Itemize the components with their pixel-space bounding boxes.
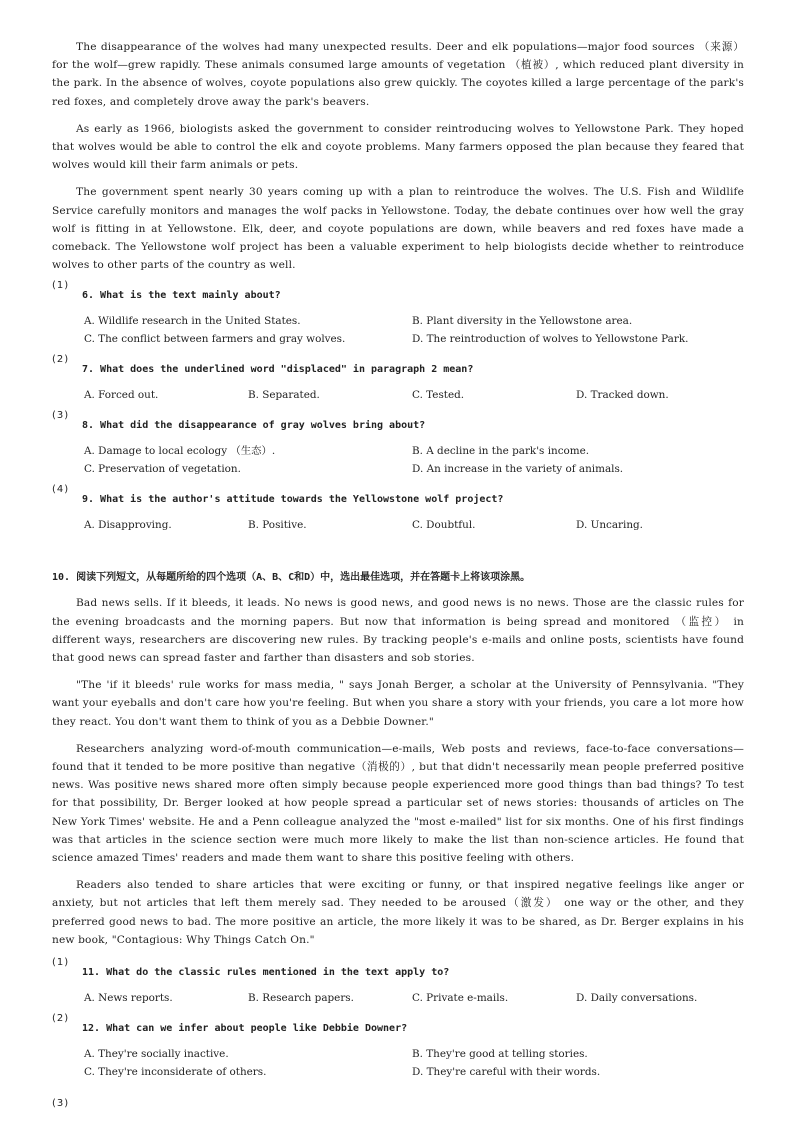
passage-1-paragraph-1: The disappearance of the wolves had many unexpected results. Deer and elk populations—major food sources （来源） for the wolf—grew rapidly. These animals consumed large amounts of vegetation （植被）, which reduced plant diversity in the park. In the absence of wolves, coyote populations also grew quickly. The coyotes killed a large percentage of the park's red foxes, and completely drove away the park's beavers. [52, 41, 744, 108]
options [52, 1045, 744, 1081]
option-c[interactable]: C. Preservation of vegetation. [84, 463, 241, 476]
question-stem: 8. What did the disappearance of gray wolves bring about? [82, 420, 426, 432]
options [52, 516, 744, 534]
option-b[interactable]: B. They're good at telling stories. [412, 1048, 588, 1061]
option-d[interactable]: D. Daily conversations. [576, 992, 698, 1005]
question-number: (4) [52, 484, 70, 496]
question-stem: 7. What does the underlined word "displaced" in paragraph 2 mean? [82, 364, 474, 376]
options [52, 442, 744, 478]
options [52, 312, 744, 348]
option-d[interactable]: D. Tracked down. [576, 389, 669, 402]
question-number: (2) [52, 354, 70, 366]
passage-2-paragraph-2: "The 'if it bleeds' rule works for mass media, " says Jonah Berger, a scholar at the University of Pennsylvania. "They want your eyeballs and don't care how you're feeling. But when you share a story with your friends, you care a lot more how they react. You don't want them to think of you as a Debbie Downer." [52, 679, 744, 728]
option-b[interactable]: B. Plant diversity in the Yellowstone area. [412, 315, 633, 328]
question-12 [52, 1013, 744, 1081]
question-7 [52, 354, 744, 404]
option-c[interactable]: C. The conflict between farmers and gray wolves. [84, 333, 346, 346]
options [52, 386, 744, 404]
section-10-heading: 10. 阅读下列短文，从每题所给的四个选项（A、B、C和D）中，选出最佳选项，并在答题卡上将该项涂黑。 [52, 572, 531, 584]
passage-2-paragraph-4: Readers also tended to share articles that were exciting or funny, or that inspired negative feelings like anger or anxiety, but not articles that left them merely sad. They needed to be aroused（激发） one way or the other, and they preferred good news to bad. The more positive an article, the more likely it was to be shared, as Dr. Berger explains in his new book, "Contagious: Why Things Catch On." [52, 879, 744, 946]
passage-2-paragraph-1: Bad news sells. If it bleeds, it leads. No news is good news, and good news is no news. Those are the classic rules for the evening broadcasts and the morning papers. But now that information is being spread and monitored （监控） in different ways, researchers are discovering new rules. By tracking people's e-mails and online posts, scientists have found that good news can spread faster and farther than disasters and sob stories. [52, 597, 744, 665]
option-a[interactable]: A. Disapproving. [84, 519, 172, 532]
passage-2 [52, 594, 744, 949]
option-c[interactable]: C. Tested. [412, 389, 465, 402]
question-8 [52, 410, 744, 478]
exam-page [52, 38, 744, 1110]
question-11 [52, 957, 744, 1007]
question-6 [52, 280, 744, 348]
option-c[interactable]: C. Private e-mails. [412, 992, 509, 1005]
question-number: (2) [52, 1013, 70, 1025]
passage-1 [52, 38, 744, 274]
question-number: (1) [52, 280, 70, 292]
option-a[interactable]: A. They're socially inactive. [84, 1048, 229, 1061]
option-d[interactable]: D. Uncaring. [576, 519, 643, 532]
option-d[interactable]: D. The reintroduction of wolves to Yellowstone Park. [412, 333, 689, 346]
question-13-number [52, 1091, 744, 1110]
option-d[interactable]: D. An increase in the variety of animals. [412, 463, 624, 476]
option-b[interactable]: B. Research papers. [248, 992, 354, 1005]
passage-1-paragraph-2: As early as 1966, biologists asked the government to consider reintroducing wolves to Yellowstone Park. They hoped that wolves would be able to control the elk and coyote problems. Many farmers opposed the plan because they feared that wolves would kill their farm animals or pets. [52, 122, 744, 172]
option-a[interactable]: A. Wildlife research in the United States. [84, 315, 301, 328]
passage-1-paragraph-3: The government spent nearly 30 years coming up with a plan to reintroduce the wolves. The U.S. Fish and Wildlife Service carefully monitors and manages the wolf packs in Yellowstone. Today, the debate continues over how well the gray wolf is fitting in at Yellowstone. Elk, deer, and coyote populations are down, while beavers and red foxes have made a comeback. The Yellowstone wolf project has been a valuable experiment to help biologists decide whether to reintroduce wolves to other parts of the country as well. [52, 186, 744, 272]
option-a[interactable]: A. News reports. [84, 992, 173, 1005]
question-stem: 11. What do the classic rules mentioned in the text apply to? [82, 967, 450, 979]
option-a[interactable]: A. Forced out. [84, 389, 159, 402]
question-number: (3) [52, 410, 70, 422]
question-number: (3) [52, 1098, 70, 1110]
question-number: (1) [52, 957, 70, 969]
option-d[interactable]: D. They're careful with their words. [412, 1066, 601, 1079]
question-9 [52, 484, 744, 534]
option-b[interactable]: B. Separated. [248, 389, 320, 402]
question-stem: 9. What is the author's attitude towards the Yellowstone wolf project? [82, 494, 504, 506]
option-c[interactable]: C. Doubtful. [412, 519, 476, 532]
option-c[interactable]: C. They're inconsiderate of others. [84, 1066, 267, 1079]
passage-2-paragraph-3: Researchers analyzing word-of-mouth communication—e-mails, Web posts and reviews, face-to-face conversations—found that it tended to be more positive than negative（消极的）, but that didn't necessarily mean people preferred positive news. Was positive news shared more often simply because people experienced more good things than bad things? To test for that possibility, Dr. Berger looked at how people spread a particular set of news stories: thousands of articles on The New York Times' website. He and a Penn colleague analyzed the "most e-mailed" list for six months. One of his first findings was that articles in the science section were much more likely to make the list than non-science articles. He found that science amazed Times' readers and made them want to share this positive feeling with others. [52, 742, 744, 865]
option-b[interactable]: B. Positive. [248, 519, 307, 532]
question-stem: 12. What can we infer about people like Debbie Downer? [82, 1023, 408, 1035]
option-b[interactable]: B. A decline in the park's income. [412, 445, 590, 458]
question-stem: 6. What is the text mainly about? [82, 290, 281, 302]
option-a[interactable]: A. Damage to local ecology （生态）. [84, 445, 276, 458]
options [52, 989, 744, 1007]
